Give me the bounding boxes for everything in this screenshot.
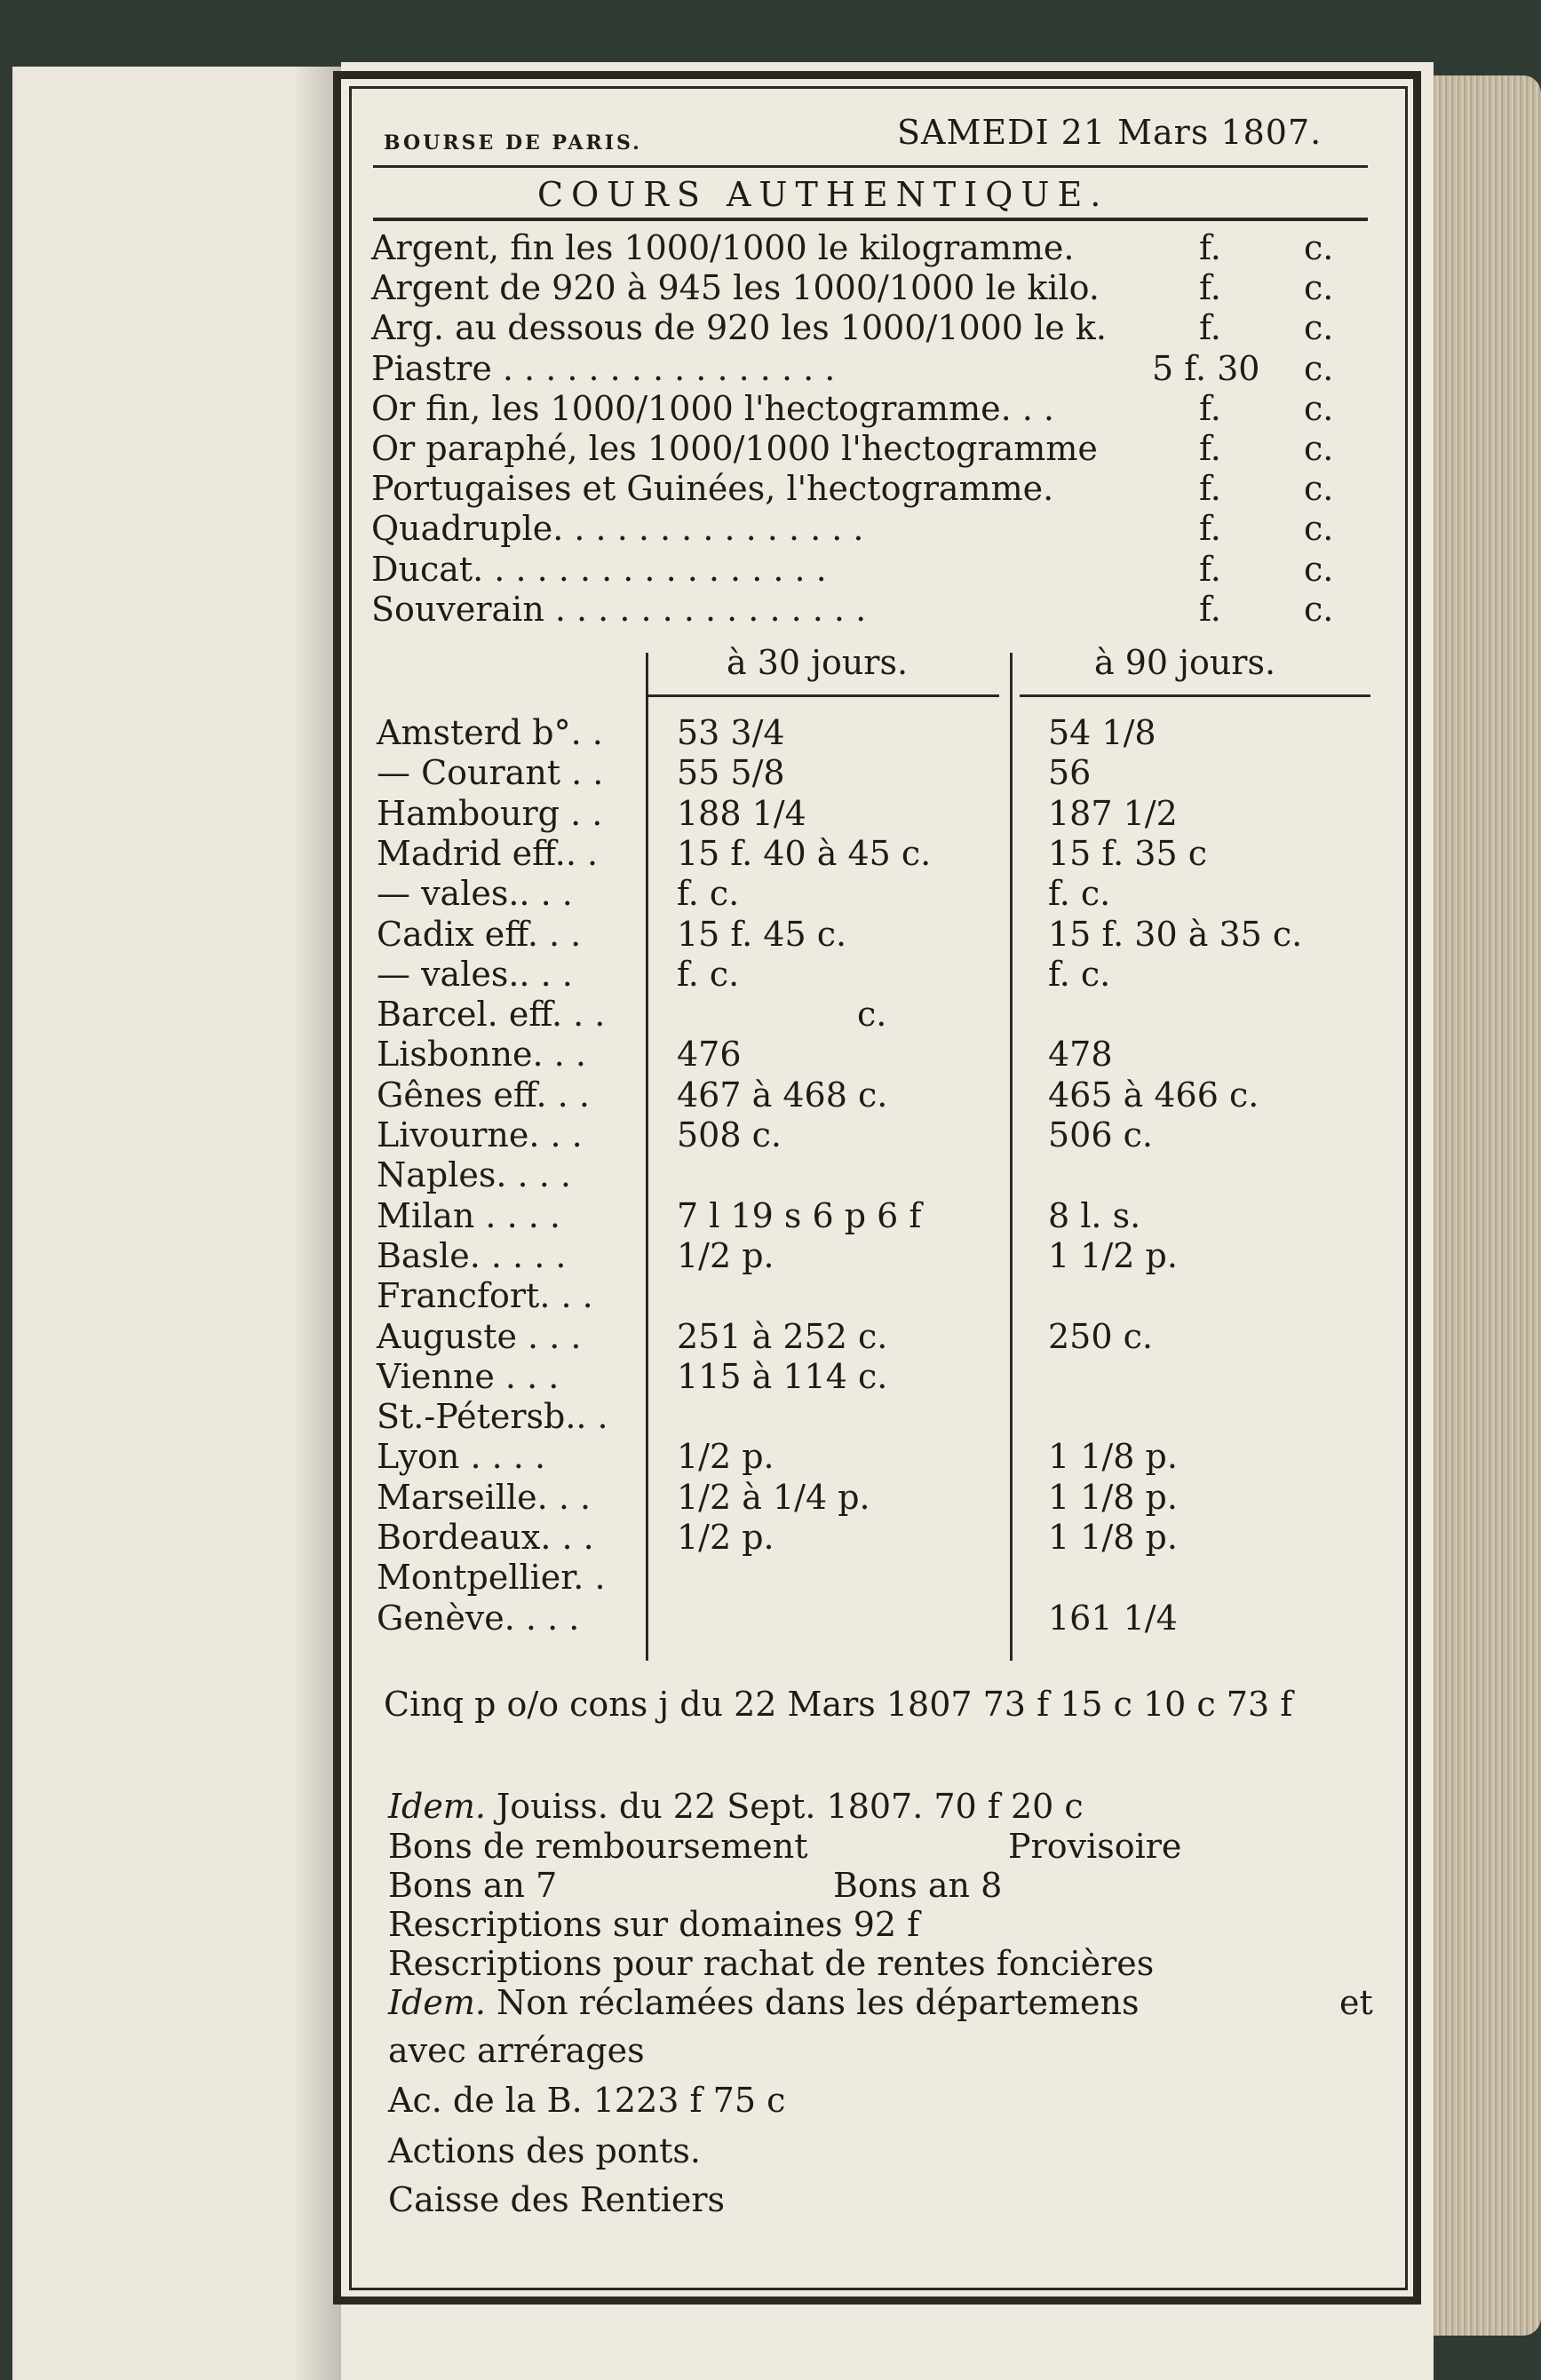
metal-label: Portugaises et Guinées, l'hectogramme. <box>371 469 1054 508</box>
bons-an-7: Bons an 7 <box>388 1866 558 1905</box>
metal-centimes: c. <box>1304 509 1334 548</box>
book-page-edges <box>1417 75 1541 2336</box>
rate-90-days: f. c. <box>1048 874 1111 913</box>
rate-30-days: 7 l 19 s 6 p 6 f <box>677 1196 922 1235</box>
rate-90-days: 506 c. <box>1048 1115 1153 1154</box>
exchange-place: — Courant . . <box>377 753 604 792</box>
col-rule-90 <box>1020 694 1370 697</box>
metal-centimes: c. <box>1304 469 1334 508</box>
provisoire-label: Provisoire <box>1008 1827 1182 1866</box>
rate-90-days: 1 1/8 p. <box>1048 1437 1178 1476</box>
rate-30-days: 15 f. 45 c. <box>677 915 847 954</box>
et-label: et <box>1339 1983 1373 2022</box>
metal-label: Ducat. . . . . . . . . . . . . . . . . <box>371 550 827 589</box>
header-bourse: BOURSE DE PARIS. <box>384 131 642 155</box>
rescriptions-domaines: Rescriptions sur domaines 92 f <box>388 1905 920 1944</box>
metal-centimes: c. <box>1304 590 1334 629</box>
metal-label: Quadruple. . . . . . . . . . . . . . . <box>371 509 864 548</box>
metal-francs: f. <box>1199 509 1221 548</box>
rate-30-days: 1/2 p. <box>677 1437 774 1476</box>
rate-90-days: 1 1/8 p. <box>1048 1478 1178 1517</box>
rate-90-days: 56 <box>1048 753 1092 792</box>
actions-ponts: Actions des ponts. <box>388 2131 702 2170</box>
avec-arrerages: avec arrérages <box>388 2031 645 2070</box>
rate-90-days: 1 1/8 p. <box>1048 1518 1178 1557</box>
metal-francs: f. <box>1199 469 1221 508</box>
page-title: COURS AUTHENTIQUE. <box>537 175 1109 214</box>
rate-30-days: f. c. <box>677 955 740 994</box>
caisse-rentiers: Caisse des Rentiers <box>388 2180 725 2219</box>
metal-label: Souverain . . . . . . . . . . . . . . . <box>371 590 867 629</box>
metal-centimes: c. <box>1304 389 1334 428</box>
rate-30-days: 15 f. 40 à 45 c. <box>677 834 932 873</box>
metal-label: Argent, fin les 1000/1000 le kilogramme. <box>371 228 1075 267</box>
exchange-place: — vales.. . . <box>377 874 573 913</box>
exchange-place: — vales.. . . <box>377 955 573 994</box>
idem-jouiss-text: Jouiss. du 22 Sept. 1807. 70 f 20 c <box>496 1787 1084 1826</box>
metal-francs: f. <box>1199 429 1221 468</box>
metal-label: Argent de 920 à 945 les 1000/1000 le kilo. <box>371 268 1100 307</box>
metal-francs: f. <box>1199 308 1221 347</box>
cinq-pour-cent-line: Cinq p o/o cons j du 22 Mars 1807 73 f 15 c 10 c 73 f <box>384 1685 1293 1724</box>
metal-francs: f. <box>1199 228 1221 267</box>
metal-francs: f. <box>1199 268 1221 307</box>
metal-centimes: c. <box>1304 429 1334 468</box>
rate-30-days: 467 à 468 c. <box>677 1075 888 1115</box>
idem2-text: Non réclamées dans les départemens <box>496 1983 1140 2022</box>
exchange-place: Lyon . . . . <box>377 1437 546 1476</box>
col-header-30: à 30 jours. <box>727 643 909 682</box>
rate-30-days: 1/2 p. <box>677 1518 774 1557</box>
exchange-place: Cadix eff. . . <box>377 915 582 954</box>
rate-90-days: 250 c. <box>1048 1317 1153 1356</box>
rate-30-days: 1/2 p. <box>677 1236 774 1275</box>
exchange-place: Francfort. . . <box>377 1276 593 1315</box>
col-header-90: à 90 jours. <box>1094 643 1276 682</box>
metal-francs: 5 f. 30 <box>1152 349 1260 388</box>
exchange-place: Milan . . . . <box>377 1196 560 1235</box>
rescriptions-rachat: Rescriptions pour rachat de rentes foncières <box>388 1944 1155 1983</box>
exchange-place: Naples. . . . <box>377 1155 571 1194</box>
bons-remboursement: Bons de remboursement <box>388 1827 808 1866</box>
idem-label: Idem. <box>388 1787 486 1826</box>
header-rule-top <box>373 165 1368 168</box>
rate-90-days: 478 <box>1048 1035 1113 1074</box>
rate-30-days: 1/2 à 1/4 p. <box>677 1478 870 1517</box>
rate-30-days: 55 5/8 <box>677 753 785 792</box>
exchange-place: Amsterd b°. . <box>377 713 603 752</box>
actions-banque: Ac. de la B. 1223 f 75 c <box>388 2081 786 2120</box>
exchange-place: Lisbonne. . . <box>377 1035 586 1074</box>
exchange-place: Vienne . . . <box>377 1357 560 1396</box>
rate-90-days: 15 f. 35 c <box>1048 834 1208 873</box>
rate-30-days: 53 3/4 <box>677 713 785 752</box>
rate-90-days: 1 1/2 p. <box>1048 1236 1178 1275</box>
metal-francs: f. <box>1199 550 1221 589</box>
rate-30-days: 115 à 114 c. <box>677 1357 888 1396</box>
metal-label: Arg. au dessous de 920 les 1000/1000 le k. <box>371 308 1107 347</box>
metal-label: Or fin, les 1000/1000 l'hectogramme. . . <box>371 389 1054 428</box>
metal-centimes: c. <box>1304 349 1334 388</box>
rate-30-days: 508 c. <box>677 1115 782 1154</box>
metal-label: Or paraphé, les 1000/1000 l'hectogramme <box>371 429 1098 468</box>
rate-30-days: f. c. <box>677 874 740 913</box>
exchange-place: Madrid eff.. . <box>377 834 599 873</box>
rate-90-days: 54 1/8 <box>1048 713 1156 752</box>
metal-francs: f. <box>1199 389 1221 428</box>
metal-francs: f. <box>1199 590 1221 629</box>
exchange-place: Bordeaux. . . <box>377 1518 594 1557</box>
idem-non-reclamees-line <box>388 1983 1140 2022</box>
idem-jouiss-line <box>388 1787 1084 1826</box>
rate-90-days: 187 1/2 <box>1048 794 1178 833</box>
metal-centimes: c. <box>1304 308 1334 347</box>
metal-centimes: c. <box>1304 268 1334 307</box>
exchange-place: Marseille. . . <box>377 1478 592 1517</box>
exchange-place: Hambourg . . <box>377 794 603 833</box>
table-divider-right <box>1010 653 1013 1661</box>
rate-30-days: 476 <box>677 1035 742 1074</box>
rate-90-days: 465 à 466 c. <box>1048 1075 1259 1115</box>
table-divider-left <box>646 653 648 1661</box>
exchange-place: Auguste . . . <box>377 1317 582 1356</box>
exchange-place: St.-Pétersb.. . <box>377 1397 608 1436</box>
metal-centimes: c. <box>1304 228 1334 267</box>
exchange-place: Barcel. eff. . . <box>377 995 606 1034</box>
header-date: SAMEDI 21 Mars 1807. <box>897 113 1323 152</box>
header-rule-bottom <box>373 218 1368 221</box>
metal-label: Piastre . . . . . . . . . . . . . . . . <box>371 349 836 388</box>
col-rule-30 <box>648 694 999 697</box>
exchange-place: Livourne. . . <box>377 1115 583 1154</box>
rate-90-days: 8 l. s. <box>1048 1196 1141 1235</box>
rate-30-days: 188 1/4 <box>677 794 806 833</box>
metal-centimes: c. <box>1304 550 1334 589</box>
exchange-place: Genève. . . . <box>377 1599 580 1638</box>
rate-90-days: 15 f. 30 à 35 c. <box>1048 915 1303 954</box>
exchange-place: Montpellier. . <box>377 1558 606 1597</box>
exchange-place: Gênes eff. . . <box>377 1075 590 1115</box>
bons-an-8: Bons an 8 <box>833 1866 1003 1905</box>
exchange-place: Basle. . . . . <box>377 1236 567 1275</box>
rate-30-days: c. <box>857 995 887 1034</box>
rate-90-days: 161 1/4 <box>1048 1599 1178 1638</box>
rate-30-days: 251 à 252 c. <box>677 1317 888 1356</box>
idem2-label: Idem. <box>388 1983 486 2022</box>
rate-90-days: f. c. <box>1048 955 1111 994</box>
